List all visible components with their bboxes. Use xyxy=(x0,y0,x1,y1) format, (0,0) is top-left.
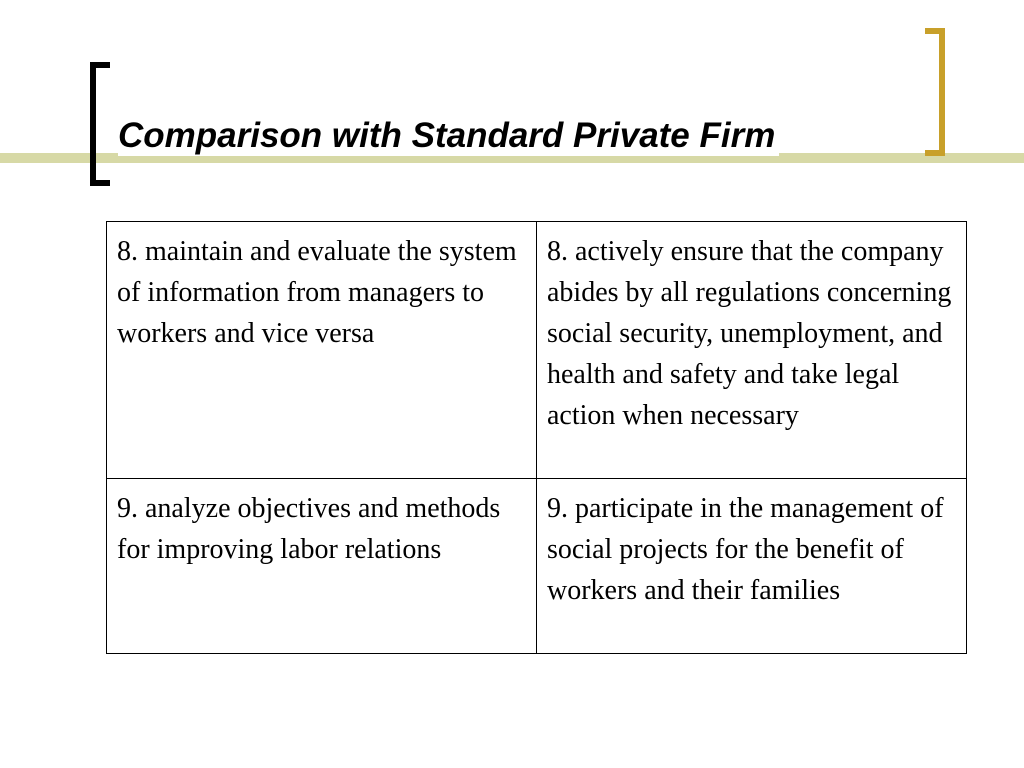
right-bracket-decoration xyxy=(925,28,945,156)
table-row xyxy=(107,479,967,654)
table-cell-right: 9. participate in the management of social projects for the benefit of workers and their families xyxy=(537,479,967,654)
table-cell-left: 9. analyze objectives and methods for improving labor relations xyxy=(107,479,537,654)
table-row xyxy=(107,222,967,479)
comparison-table xyxy=(106,221,967,654)
table-cell-left: 8. maintain and evaluate the system of information from managers to workers and vice versa xyxy=(107,222,537,479)
table-cell-right: 8. actively ensure that the company abides by all regulations concerning social security, unemployment, and health and safety and take legal action when necessary xyxy=(537,222,967,479)
slide-title: Comparison with Standard Private Firm xyxy=(118,116,779,156)
left-bracket-decoration xyxy=(90,62,110,186)
